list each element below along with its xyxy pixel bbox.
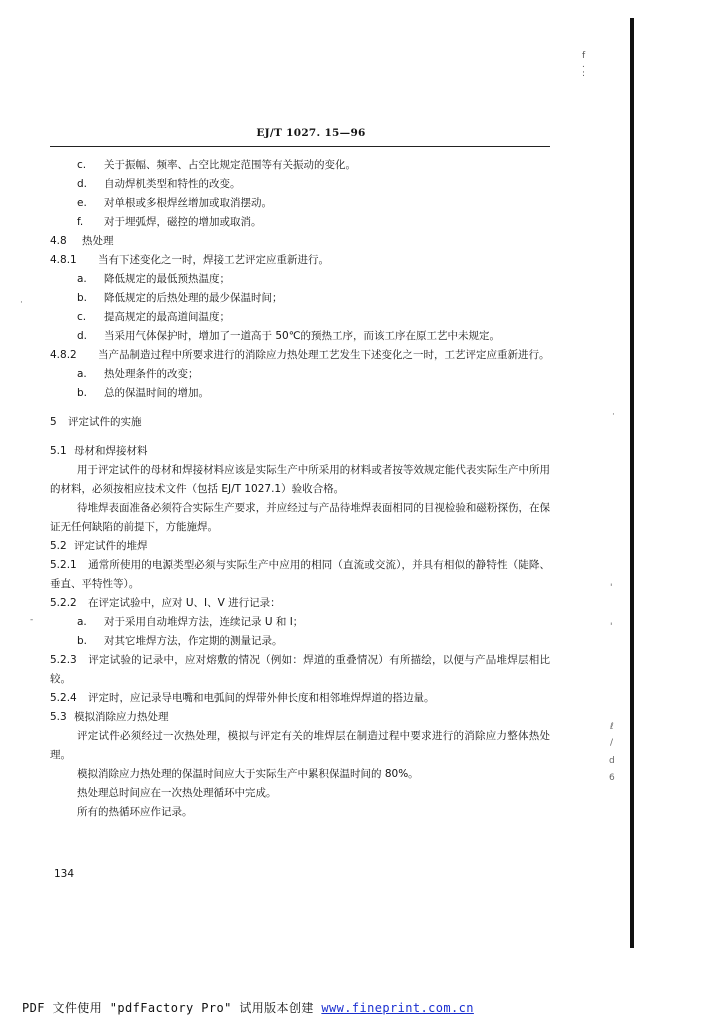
section-heading-5: 5 评定试件的实施 (50, 416, 142, 428)
paragraph: 热处理总时间应在一次热处理循环中完成。 (77, 787, 277, 799)
clause-5-2-3: 5.2.3 评定试验的记录中，应对熔敷的情况（例如：焊道的重叠情况）有所描绘，以便与产品堆焊层相比较。 (50, 654, 550, 685)
scan-speck: · (612, 410, 615, 420)
section-heading-4-8: 4.8 热处理 (50, 235, 114, 247)
scan-speck: d (609, 756, 615, 766)
paragraph: 所有的热循环应作记录。 (77, 806, 193, 818)
page-number: 134 (54, 868, 75, 880)
list-item: a. 降低规定的最低预热温度； (77, 273, 230, 285)
clause-5-2-4: 5.2.4 评定时，应记录导电嘴和电弧间的焊带外伸长度和相邻堆焊焊道的搭边量。 (50, 692, 435, 704)
footer-text: PDF 文件使用 "pdfFactory Pro" 试用版本创建 (22, 1001, 322, 1015)
list-item: c. 提高规定的最高道间温度； (77, 311, 230, 323)
paragraph: 评定试件必须经过一次热处理，模拟与评定有关的堆焊层在制造过程中要求进行的消除应力整体热处理。 (50, 730, 550, 761)
clause-5-2-1: 5.2.1 通常所使用的电源类型必须与实际生产中应用的相同（直流或交流），并具有相似的静特性（陡降、垂直、平特性等）。 (50, 559, 550, 590)
list-item: e. 对单根或多根焊丝增加或取消摆动。 (77, 197, 272, 209)
list-item: b. 对其它堆焊方法，作定期的测量记录。 (77, 635, 283, 647)
footer-link[interactable]: www.fineprint.com.cn (321, 1001, 474, 1015)
pdf-footer (22, 999, 474, 1016)
list-item: a. 对于采用自动堆焊方法，连续记录 U 和 I； (77, 616, 304, 628)
scan-speck: - (30, 615, 34, 625)
clause-5-2-2: 5.2.2 在评定试验中，应对 U、I、V 进行记录： (50, 597, 281, 609)
paragraph: 用于评定试件的母材和焊接材料应该是实际生产中所采用的材料或者按等效规定能代表实际生产中所用的材料，必须按相应技术文件（包括 EJ/T 1027.1）验收合格。 (50, 464, 550, 495)
list-item: f. 对于埋弧焊，磁控的增加或取消。 (77, 216, 262, 228)
list-item: a. 热处理条件的改变； (77, 368, 199, 380)
list-item: d. 当采用气体保护时，增加了一道高于 50℃的预热工序，而该工序在原工艺中未规定。 (77, 330, 500, 342)
scan-speck: 6 (609, 773, 615, 783)
page-header: EJ/T 1027. 15—96 (256, 127, 366, 139)
section-heading-5-1: 5.1 母材和焊接材料 (50, 445, 148, 457)
header-rule (50, 146, 550, 147)
scan-speck: · (20, 298, 23, 308)
list-item: b. 降低规定的后热处理的最少保温时间； (77, 292, 283, 304)
scan-speck: ℓ (610, 722, 614, 732)
list-item: d. 自动焊机类型和特性的改变。 (77, 178, 241, 190)
section-heading-5-2: 5.2 评定试件的堆焊 (50, 540, 148, 552)
clause-4-8-1: 4.8.1 当有下述变化之一时，焊接工艺评定应重新进行。 (50, 254, 329, 266)
scan-speck: ' (610, 583, 613, 593)
scan-speck: / (610, 738, 614, 748)
paragraph: 模拟消除应力热处理的保温时间应大于实际生产中累积保温时间的 80%。 (77, 768, 419, 780)
corner-marks: f . : (582, 51, 586, 79)
list-item: c. 关于振幅、频率、占空比规定范围等有关振动的变化。 (77, 159, 356, 171)
paragraph: 待堆焊表面准备必须符合实际生产要求，并应经过与产品待堆焊表面相同的目视检验和磁粉探伤，在保证无任何缺陷的前提下，方能施焊。 (50, 502, 550, 533)
list-item: b. 总的保温时间的增加。 (77, 387, 209, 399)
clause-4-8-2: 4.8.2 当产品制造过程中所要求进行的消除应力热处理工艺发生下述变化之一时，工艺评定应重新进行。 (50, 349, 550, 361)
scan-speck: ' (610, 622, 613, 632)
scan-edge-line (630, 18, 634, 948)
section-heading-5-3: 5.3 模拟消除应力热处理 (50, 711, 169, 723)
document-body (50, 156, 550, 822)
